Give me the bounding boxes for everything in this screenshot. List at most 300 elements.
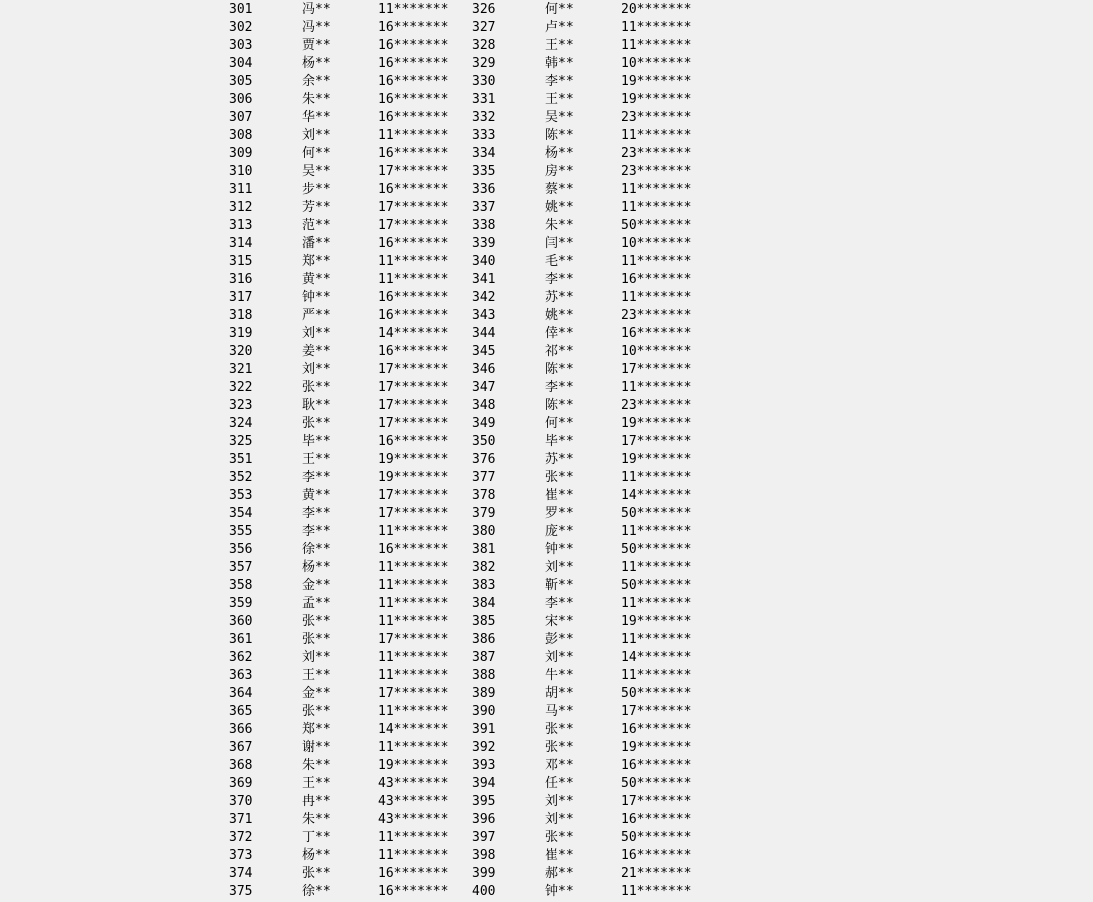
table-row xyxy=(0,811,1093,829)
table-row xyxy=(0,451,1093,469)
entry-name: 冯** xyxy=(302,2,331,17)
entry-number: 332 xyxy=(472,110,496,125)
entry-id: 50******* xyxy=(621,542,692,557)
entry-name: 王** xyxy=(545,38,574,53)
table-row xyxy=(0,397,1093,415)
entry-name: 张** xyxy=(545,830,574,845)
entry-id: 17******* xyxy=(378,686,449,701)
entry-name: 任** xyxy=(545,776,574,791)
entry-name: 张** xyxy=(545,740,574,755)
table-row xyxy=(0,631,1093,649)
entry-id: 11******* xyxy=(621,668,692,683)
entry-number: 378 xyxy=(472,488,496,503)
entry-number: 392 xyxy=(472,740,496,755)
entry-name: 闫** xyxy=(545,236,574,251)
entry-id: 16******* xyxy=(378,884,449,899)
entry-number: 334 xyxy=(472,146,496,161)
entry-id: 16******* xyxy=(378,56,449,71)
entry-id: 14******* xyxy=(378,326,449,341)
entry-id: 16******* xyxy=(378,146,449,161)
entry-id: 16******* xyxy=(378,866,449,881)
entry-id: 11******* xyxy=(621,290,692,305)
entry-number: 302 xyxy=(229,20,253,35)
entry-id: 16******* xyxy=(621,272,692,287)
entry-id: 17******* xyxy=(378,362,449,377)
entry-id: 19******* xyxy=(621,92,692,107)
entry-name: 李** xyxy=(545,272,574,287)
table-row xyxy=(0,613,1093,631)
entry-id: 11******* xyxy=(378,650,449,665)
entry-number: 374 xyxy=(229,866,253,881)
entry-id: 16******* xyxy=(378,434,449,449)
entry-id: 11******* xyxy=(621,884,692,899)
entry-name: 耿** xyxy=(302,398,331,413)
entry-name: 张** xyxy=(545,470,574,485)
table-row xyxy=(0,433,1093,451)
table-row xyxy=(0,73,1093,91)
entry-id: 11******* xyxy=(621,182,692,197)
table-row xyxy=(0,145,1093,163)
table-row xyxy=(0,271,1093,289)
entry-id: 19******* xyxy=(378,470,449,485)
entry-number: 364 xyxy=(229,686,253,701)
table-row xyxy=(0,235,1093,253)
entry-name: 杨** xyxy=(302,848,331,863)
entry-number: 307 xyxy=(229,110,253,125)
entry-number: 346 xyxy=(472,362,496,377)
entry-number: 382 xyxy=(472,560,496,575)
table-row xyxy=(0,865,1093,883)
entry-id: 11******* xyxy=(621,596,692,611)
entry-number: 355 xyxy=(229,524,253,539)
entry-number: 328 xyxy=(472,38,496,53)
entry-id: 11******* xyxy=(378,614,449,629)
entry-number: 338 xyxy=(472,218,496,233)
entry-id: 20******* xyxy=(621,2,692,17)
entry-number: 348 xyxy=(472,398,496,413)
entry-id: 17******* xyxy=(378,200,449,215)
entry-name: 金** xyxy=(302,578,331,593)
entry-id: 16******* xyxy=(378,290,449,305)
entry-number: 399 xyxy=(472,866,496,881)
entry-number: 349 xyxy=(472,416,496,431)
entry-id: 14******* xyxy=(621,488,692,503)
entry-name: 吴** xyxy=(545,110,574,125)
entry-id: 10******* xyxy=(621,344,692,359)
entry-id: 16******* xyxy=(378,110,449,125)
entry-name: 张** xyxy=(302,866,331,881)
entry-id: 11******* xyxy=(621,380,692,395)
entry-number: 317 xyxy=(229,290,253,305)
table-row xyxy=(0,55,1093,73)
entry-number: 320 xyxy=(229,344,253,359)
entry-number: 336 xyxy=(472,182,496,197)
entry-id: 17******* xyxy=(378,488,449,503)
table-row xyxy=(0,19,1093,37)
entry-number: 396 xyxy=(472,812,496,827)
entry-name: 李** xyxy=(545,380,574,395)
entry-id: 50******* xyxy=(621,830,692,845)
table-row xyxy=(0,685,1093,703)
entry-name: 钟** xyxy=(302,290,331,305)
entry-number: 350 xyxy=(472,434,496,449)
entry-name: 蔡** xyxy=(545,182,574,197)
entry-number: 337 xyxy=(472,200,496,215)
entry-id: 23******* xyxy=(621,110,692,125)
entry-number: 400 xyxy=(472,884,496,899)
entry-number: 343 xyxy=(472,308,496,323)
entry-id: 50******* xyxy=(621,218,692,233)
entry-id: 17******* xyxy=(378,218,449,233)
entry-name: 邓** xyxy=(545,758,574,773)
entry-number: 339 xyxy=(472,236,496,251)
entry-number: 366 xyxy=(229,722,253,737)
entry-number: 322 xyxy=(229,380,253,395)
entry-name: 王** xyxy=(302,668,331,683)
entry-name: 陈** xyxy=(545,128,574,143)
entry-name: 毛** xyxy=(545,254,574,269)
entry-name: 朱** xyxy=(302,758,331,773)
entry-id: 16******* xyxy=(378,182,449,197)
table-row xyxy=(0,739,1093,757)
entry-id: 11******* xyxy=(378,2,449,17)
entry-id: 16******* xyxy=(378,38,449,53)
entry-name: 姜** xyxy=(302,344,331,359)
entry-name: 冉** xyxy=(302,794,331,809)
table-row xyxy=(0,199,1093,217)
entry-number: 335 xyxy=(472,164,496,179)
entry-name: 苏** xyxy=(545,452,574,467)
entry-id: 11******* xyxy=(621,254,692,269)
entry-id: 17******* xyxy=(378,416,449,431)
entry-number: 333 xyxy=(472,128,496,143)
table-row xyxy=(0,289,1093,307)
entry-number: 315 xyxy=(229,254,253,269)
entry-number: 309 xyxy=(229,146,253,161)
table-row xyxy=(0,703,1093,721)
entry-number: 345 xyxy=(472,344,496,359)
entry-number: 305 xyxy=(229,74,253,89)
entry-number: 371 xyxy=(229,812,253,827)
entry-id: 16******* xyxy=(378,92,449,107)
entry-number: 347 xyxy=(472,380,496,395)
entry-name: 刘** xyxy=(302,326,331,341)
entry-number: 367 xyxy=(229,740,253,755)
entry-number: 324 xyxy=(229,416,253,431)
table-row xyxy=(0,181,1093,199)
entry-name: 徐** xyxy=(302,884,331,899)
entry-id: 11******* xyxy=(378,578,449,593)
entry-name: 张** xyxy=(302,416,331,431)
entry-name: 丁** xyxy=(302,830,331,845)
entry-number: 312 xyxy=(229,200,253,215)
entry-name: 张** xyxy=(302,614,331,629)
entry-name: 李** xyxy=(302,524,331,539)
entry-name: 王** xyxy=(302,776,331,791)
entry-number: 370 xyxy=(229,794,253,809)
entry-name: 金** xyxy=(302,686,331,701)
entry-number: 344 xyxy=(472,326,496,341)
table-row xyxy=(0,847,1093,865)
entry-name: 余** xyxy=(302,74,331,89)
entry-id: 43******* xyxy=(378,812,449,827)
entry-number: 380 xyxy=(472,524,496,539)
entry-id: 17******* xyxy=(378,632,449,647)
table-row xyxy=(0,487,1093,505)
entry-id: 16******* xyxy=(621,848,692,863)
entry-number: 353 xyxy=(229,488,253,503)
entry-number: 397 xyxy=(472,830,496,845)
entry-name: 何** xyxy=(302,146,331,161)
entry-id: 11******* xyxy=(378,740,449,755)
entry-number: 373 xyxy=(229,848,253,863)
entry-name: 卢** xyxy=(545,20,574,35)
table-row xyxy=(0,883,1093,901)
entry-name: 何** xyxy=(545,2,574,17)
table-row xyxy=(0,253,1093,271)
entry-name: 崔** xyxy=(545,488,574,503)
entry-name: 张** xyxy=(302,632,331,647)
entry-number: 340 xyxy=(472,254,496,269)
entry-id: 16******* xyxy=(621,758,692,773)
entry-number: 303 xyxy=(229,38,253,53)
entry-id: 11******* xyxy=(378,848,449,863)
entry-name: 杨** xyxy=(545,146,574,161)
entry-name: 冯** xyxy=(302,20,331,35)
table-row xyxy=(0,1,1093,19)
entry-number: 308 xyxy=(229,128,253,143)
entry-id: 16******* xyxy=(621,326,692,341)
entry-number: 372 xyxy=(229,830,253,845)
entry-number: 362 xyxy=(229,650,253,665)
entry-name: 刘** xyxy=(545,812,574,827)
entry-number: 360 xyxy=(229,614,253,629)
entry-id: 11******* xyxy=(621,20,692,35)
entry-id: 11******* xyxy=(621,38,692,53)
entry-name: 孟** xyxy=(302,596,331,611)
entry-number: 393 xyxy=(472,758,496,773)
entry-name: 钟** xyxy=(545,884,574,899)
entry-id: 50******* xyxy=(621,686,692,701)
entry-name: 郑** xyxy=(302,254,331,269)
entry-id: 11******* xyxy=(378,524,449,539)
entry-number: 304 xyxy=(229,56,253,71)
entry-name: 李** xyxy=(302,506,331,521)
entry-id: 19******* xyxy=(621,740,692,755)
entry-number: 321 xyxy=(229,362,253,377)
entry-id: 11******* xyxy=(378,560,449,575)
entry-id: 11******* xyxy=(621,632,692,647)
entry-number: 301 xyxy=(229,2,253,17)
table-row xyxy=(0,775,1093,793)
entry-id: 17******* xyxy=(378,398,449,413)
entry-number: 383 xyxy=(472,578,496,593)
entry-id: 17******* xyxy=(378,506,449,521)
entry-name: 靳** xyxy=(545,578,574,593)
entry-number: 313 xyxy=(229,218,253,233)
table-row xyxy=(0,469,1093,487)
entry-number: 330 xyxy=(472,74,496,89)
entry-name: 牛** xyxy=(545,668,574,683)
entry-number: 329 xyxy=(472,56,496,71)
table-row xyxy=(0,523,1093,541)
entry-id: 11******* xyxy=(378,668,449,683)
entry-id: 23******* xyxy=(621,164,692,179)
entry-id: 11******* xyxy=(621,470,692,485)
entry-id: 43******* xyxy=(378,794,449,809)
entry-name: 毕** xyxy=(302,434,331,449)
entry-number: 359 xyxy=(229,596,253,611)
entry-number: 384 xyxy=(472,596,496,611)
entry-id: 17******* xyxy=(621,794,692,809)
entry-name: 张** xyxy=(302,380,331,395)
entry-id: 17******* xyxy=(621,704,692,719)
table-row xyxy=(0,559,1093,577)
entry-id: 19******* xyxy=(621,74,692,89)
entry-name: 陈** xyxy=(545,362,574,377)
entry-id: 19******* xyxy=(378,452,449,467)
entry-name: 范** xyxy=(302,218,331,233)
entry-name: 韩** xyxy=(545,56,574,71)
entry-name: 房** xyxy=(545,164,574,179)
entry-number: 352 xyxy=(229,470,253,485)
entry-name: 谢** xyxy=(302,740,331,755)
table-row xyxy=(0,343,1093,361)
entry-id: 19******* xyxy=(621,416,692,431)
entry-id: 17******* xyxy=(378,380,449,395)
entry-id: 19******* xyxy=(378,758,449,773)
entry-number: 379 xyxy=(472,506,496,521)
entry-number: 311 xyxy=(229,182,253,197)
entry-name: 毕** xyxy=(545,434,574,449)
entry-name: 倖** xyxy=(545,326,574,341)
entry-id: 11******* xyxy=(378,128,449,143)
table-row xyxy=(0,595,1093,613)
entry-id: 50******* xyxy=(621,578,692,593)
entry-number: 341 xyxy=(472,272,496,287)
entry-name: 姚** xyxy=(545,200,574,215)
entry-id: 16******* xyxy=(378,542,449,557)
entry-id: 11******* xyxy=(378,704,449,719)
table-row xyxy=(0,127,1093,145)
entry-name: 郑** xyxy=(302,722,331,737)
entry-name: 李** xyxy=(545,596,574,611)
entry-name: 王** xyxy=(545,92,574,107)
entry-name: 郝** xyxy=(545,866,574,881)
entry-number: 386 xyxy=(472,632,496,647)
entry-id: 17******* xyxy=(378,164,449,179)
table-row xyxy=(0,379,1093,397)
entry-id: 11******* xyxy=(378,596,449,611)
entry-id: 23******* xyxy=(621,146,692,161)
entry-number: 358 xyxy=(229,578,253,593)
entry-name: 华** xyxy=(302,110,331,125)
entry-id: 11******* xyxy=(621,524,692,539)
entry-number: 368 xyxy=(229,758,253,773)
entry-name: 姚** xyxy=(545,308,574,323)
entry-name: 宋** xyxy=(545,614,574,629)
entry-name: 刘** xyxy=(545,650,574,665)
entry-name: 张** xyxy=(545,722,574,737)
entry-id: 14******* xyxy=(378,722,449,737)
entry-name: 崔** xyxy=(545,848,574,863)
entry-name: 张** xyxy=(302,704,331,719)
entry-id: 11******* xyxy=(378,272,449,287)
entry-name: 步** xyxy=(302,182,331,197)
entry-name: 刘** xyxy=(302,128,331,143)
entry-number: 390 xyxy=(472,704,496,719)
table-row xyxy=(0,325,1093,343)
entry-id: 11******* xyxy=(378,830,449,845)
table-row xyxy=(0,217,1093,235)
entry-name: 刘** xyxy=(302,362,331,377)
table-row xyxy=(0,829,1093,847)
entry-name: 何** xyxy=(545,416,574,431)
entry-id: 11******* xyxy=(621,560,692,575)
entry-name: 杨** xyxy=(302,56,331,71)
entry-name: 贾** xyxy=(302,38,331,53)
entry-name: 胡** xyxy=(545,686,574,701)
entry-number: 326 xyxy=(472,2,496,17)
entry-id: 19******* xyxy=(621,452,692,467)
entry-number: 354 xyxy=(229,506,253,521)
table-row xyxy=(0,577,1093,595)
entry-number: 314 xyxy=(229,236,253,251)
table-row xyxy=(0,91,1093,109)
entry-name: 陈** xyxy=(545,398,574,413)
entry-name: 芳** xyxy=(302,200,331,215)
table-row xyxy=(0,793,1093,811)
table-row xyxy=(0,307,1093,325)
entry-number: 398 xyxy=(472,848,496,863)
entry-id: 11******* xyxy=(621,200,692,215)
entry-id: 16******* xyxy=(378,344,449,359)
entry-number: 318 xyxy=(229,308,253,323)
entry-number: 385 xyxy=(472,614,496,629)
entry-id: 14******* xyxy=(621,650,692,665)
entry-number: 316 xyxy=(229,272,253,287)
table-row xyxy=(0,37,1093,55)
entry-number: 325 xyxy=(229,434,253,449)
entry-id: 43******* xyxy=(378,776,449,791)
entry-number: 323 xyxy=(229,398,253,413)
entry-number: 387 xyxy=(472,650,496,665)
entry-name: 朱** xyxy=(302,812,331,827)
entry-name: 黄** xyxy=(302,272,331,287)
entry-number: 391 xyxy=(472,722,496,737)
table-row xyxy=(0,667,1093,685)
entry-number: 375 xyxy=(229,884,253,899)
entry-id: 50******* xyxy=(621,506,692,521)
entry-number: 331 xyxy=(472,92,496,107)
entry-id: 23******* xyxy=(621,398,692,413)
entry-number: 394 xyxy=(472,776,496,791)
entry-number: 376 xyxy=(472,452,496,467)
entry-number: 357 xyxy=(229,560,253,575)
entry-id: 17******* xyxy=(621,434,692,449)
entry-name: 刘** xyxy=(302,650,331,665)
entry-name: 潘** xyxy=(302,236,331,251)
entry-id: 16******* xyxy=(378,308,449,323)
entry-number: 388 xyxy=(472,668,496,683)
table-row xyxy=(0,505,1093,523)
entry-id: 11******* xyxy=(621,128,692,143)
entry-number: 342 xyxy=(472,290,496,305)
entry-id: 16******* xyxy=(621,812,692,827)
entry-name: 钟** xyxy=(545,542,574,557)
entry-id: 10******* xyxy=(621,56,692,71)
entry-id: 23******* xyxy=(621,308,692,323)
